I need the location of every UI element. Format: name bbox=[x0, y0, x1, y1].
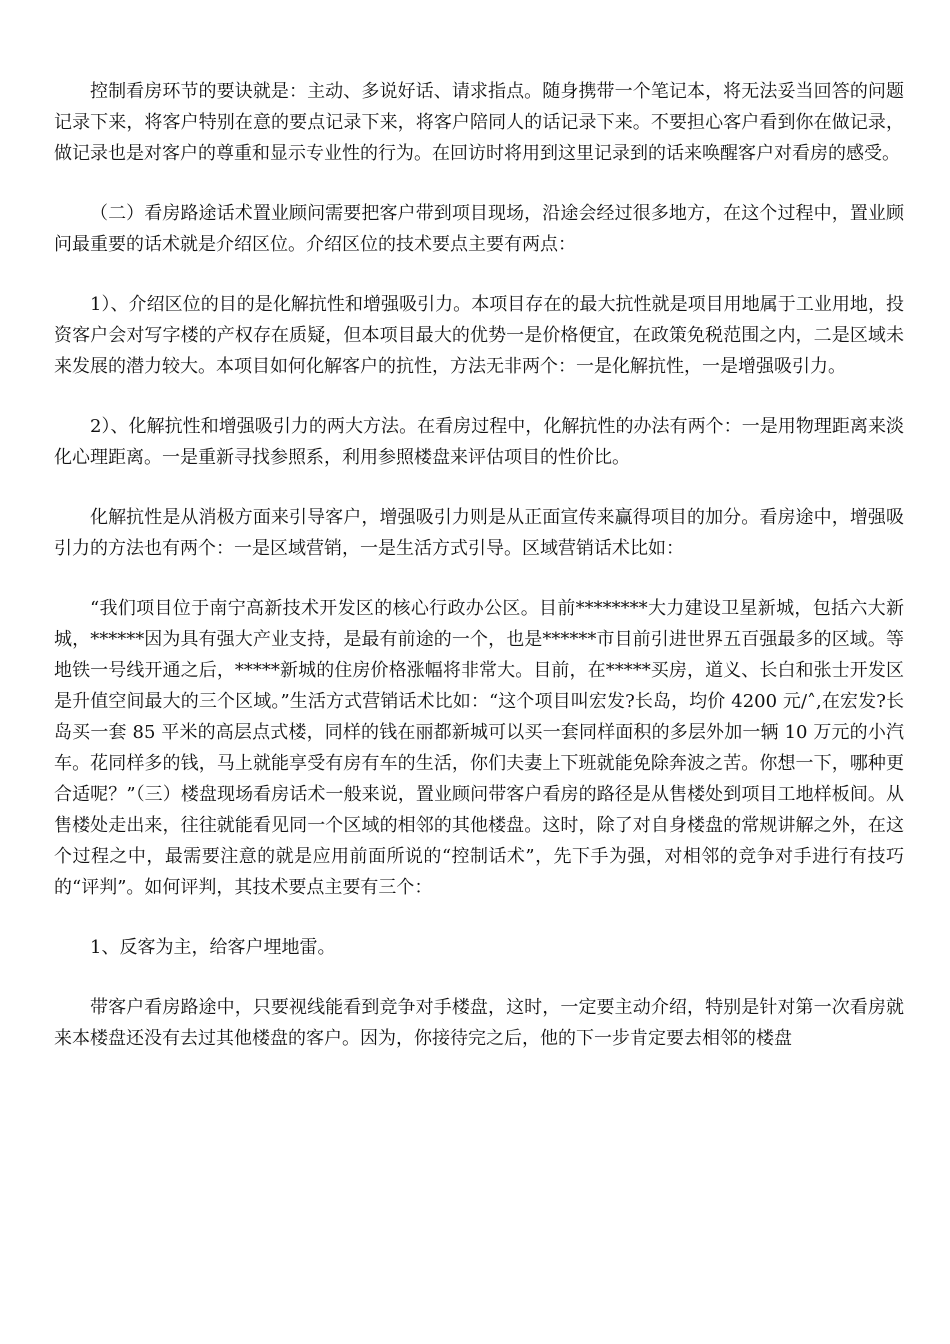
paragraph-viewing-control-tips: 控制看房环节的要诀就是：主动、多说好话、请求指点。随身携带一个笔记本，将无法妥当回答的问题记录下来，将客户特别在意的要点记录下来，将客户陪同人的话记录下来。不要担心客户看到你在做记录，做记录也是对客户的尊重和显示专业性的行为。在回访时将用到这里记录到的话来唤醒客户对看房的感受。 bbox=[54, 81, 904, 164]
paragraph-two-methods: 2）、化解抗性和增强吸引力的两大方法。在看房过程中，化解抗性的办法有两个：一是用物理距离来淡化心理距离。一是重新寻找参照系，利用参照楼盘来评估项目的性价比。 bbox=[54, 416, 904, 468]
paragraph-regional-marketing-example: “我们项目位于南宁高新技术开发区的核心行政办公区。目前********大力建设卫星新城，包括六大新城，******因为具有强大产业支持，是最有前途的一个，也是******市目前引进世界五百强最多的区域。等地铁一号线开通之后，*****新城的住房价格涨幅将非常大。目前，在*****买房，道义、长白和张士开发区是升值空间最大的三个区域。”生活方式营销话术比如：“这个项目叫宏发?长岛，均价 4200 元/˄,在宏发?长岛买一套 85 平米的高层点式楼，同样的钱在丽都新城可以买一套同样面积的多层外加一辆 10 万元的小汽车。花同样多的钱，马上就能享受有房有车的生活，你们夫妻上下班就能免除奔波之苦。你想一下，哪种更合适呢？”（三）楼盘现场看房话术一般来说，置业顾问带客户看房的路径是从售楼处到项目工地样板间。从售楼处走出来，往往就能看见同一个区域的相邻的其他楼盘。这时，除了对自身楼盘的常规讲解之外，在这个过程之中，最需要注意的就是应用前面所说的“控制话术”，先下手为强，对相邻的竞争对手进行有技巧的“评判”。如何评判，其技术要点主要有三个： bbox=[54, 598, 904, 898]
document-page bbox=[54, 76, 904, 1083]
paragraph-route-talk-intro: （二）看房路途话术置业顾问需要把客户带到项目现场，沿途会经过很多地方，在这个过程中，置业顾问最重要的话术就是介绍区位。介绍区位的技术要点主要有两点： bbox=[54, 203, 904, 255]
paragraph-location-purpose: 1）、介绍区位的目的是化解抗性和增强吸引力。本项目存在的最大抗性就是项目用地属于工业用地，投资客户会对写字楼的产权存在质疑，但本项目最大的优势一是价格便宜，在政策免税范围之内，二是区域未来发展的潜力较大。本项目如何化解客户的抗性，方法无非两个：一是化解抗性，一是增强吸引力。 bbox=[54, 294, 904, 377]
paragraph-attraction-methods: 化解抗性是从消极方面来引导客户，增强吸引力则是从正面宣传来赢得项目的加分。看房途中，增强吸引力的方法也有两个：一是区域营销，一是生活方式引导。区域营销话术比如： bbox=[54, 507, 904, 559]
paragraph-point-one: 1、反客为主，给客户埋地雷。 bbox=[90, 937, 336, 958]
paragraph-route-competitor: 带客户看房路途中，只要视线能看到竞争对手楼盘，这时，一定要主动介绍，特别是针对第一次看房就来本楼盘还没有去过其他楼盘的客户。因为，你接待完之后，他的下一步肯定要去相邻的楼盘 bbox=[54, 997, 904, 1049]
